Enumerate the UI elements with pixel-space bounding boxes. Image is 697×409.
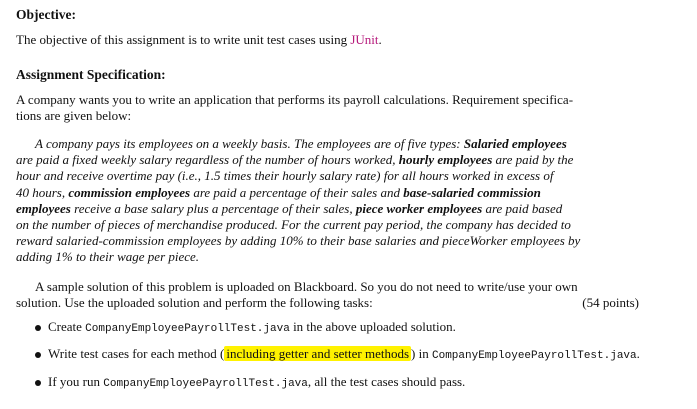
bullet-icon xyxy=(35,380,41,386)
highlighted-text: including getter and setter methods xyxy=(226,346,410,361)
task-text: , all the test cases should pass. xyxy=(307,374,466,389)
task-item-1 xyxy=(48,319,456,335)
task-text: Create xyxy=(48,319,86,334)
task-filename: CompanyEmployeePayrollTest.java xyxy=(85,323,290,335)
quote-line-4 xyxy=(16,185,639,201)
quote-line-3: hour and receive overtime pay (i.e., 1.5 times their hourly salary rate) for all hours worked in excess of xyxy=(16,168,554,184)
quote-line-1 xyxy=(16,136,639,152)
quote-line-5 xyxy=(16,201,639,217)
quote-text: are paid a fixed weekly salary regardless of the number of hours worked, xyxy=(16,152,399,168)
task-text: Write test cases for each method ( xyxy=(48,346,225,361)
points-label: (54 points) xyxy=(582,295,639,310)
quote-text: A company pays its employees on a weekly basis. The employees are of five types: xyxy=(35,136,464,151)
quote-text: 40 hours, xyxy=(16,184,69,200)
quote-term-hourly: hourly employees xyxy=(398,152,493,168)
objective-text-after: . xyxy=(378,32,382,47)
quote-term-commission: commission employees xyxy=(68,184,191,200)
objective-text xyxy=(16,32,382,48)
spec-heading: Assignment Specification: xyxy=(16,67,166,82)
bullet-icon xyxy=(35,352,41,358)
spec-intro-line-1: A company wants you to write an application that performs its payroll calculations. Requirement specifica- xyxy=(16,92,574,107)
quote-text: are paid a percentage of their sales and xyxy=(190,184,404,200)
quote-term-piece-worker: piece worker employees xyxy=(355,200,483,216)
task-filename: CompanyEmployeePayrollTest.java xyxy=(103,378,308,390)
junit-link[interactable]: JUnit xyxy=(350,32,379,47)
quote-line-7: reward salaried-commission employees by adding 10% to their base salaries and pieceWorker employees by xyxy=(16,233,581,249)
spec-intro-line-2: tions are given below: xyxy=(16,108,132,124)
quote-text: are paid based xyxy=(482,200,563,216)
sample-line-2: solution. Use the uploaded solution and perform the following tasks: xyxy=(16,295,373,311)
objective-heading: Objective: xyxy=(16,7,76,22)
task-text: in the above uploaded solution. xyxy=(289,319,456,334)
task-text: If you run xyxy=(48,374,104,389)
task-item-3 xyxy=(48,374,465,390)
sample-line-1: A sample solution of this problem is uploaded on Blackboard. So you do not need to write/use your own xyxy=(35,279,578,294)
quote-text: receive a base salary plus a percentage of their sales, xyxy=(70,200,356,216)
task-text: ) in xyxy=(411,346,432,361)
quote-line-8: adding 1% to their wage per piece. xyxy=(16,249,200,265)
quote-term-employees: employees xyxy=(16,200,71,216)
task-filename: CompanyEmployeePayrollTest.java xyxy=(432,350,637,362)
requirement-quote xyxy=(16,136,639,266)
quote-line-2 xyxy=(16,152,639,168)
quote-text: are paid by the xyxy=(492,152,574,168)
task-item-2 xyxy=(48,346,640,362)
sample-paragraph xyxy=(16,279,639,312)
objective-text-before: The objective of this assignment is to write unit test cases using xyxy=(16,32,351,47)
bullet-icon xyxy=(35,325,41,331)
quote-term-salaried: Salaried employees xyxy=(463,136,567,151)
quote-line-6: on the number of pieces of merchandise produced. For the current pay period, the company has decided to xyxy=(16,217,571,233)
spec-intro xyxy=(16,92,639,125)
quote-term-base-salaried: base-salaried commission xyxy=(403,184,541,200)
task-text: . xyxy=(636,346,640,361)
